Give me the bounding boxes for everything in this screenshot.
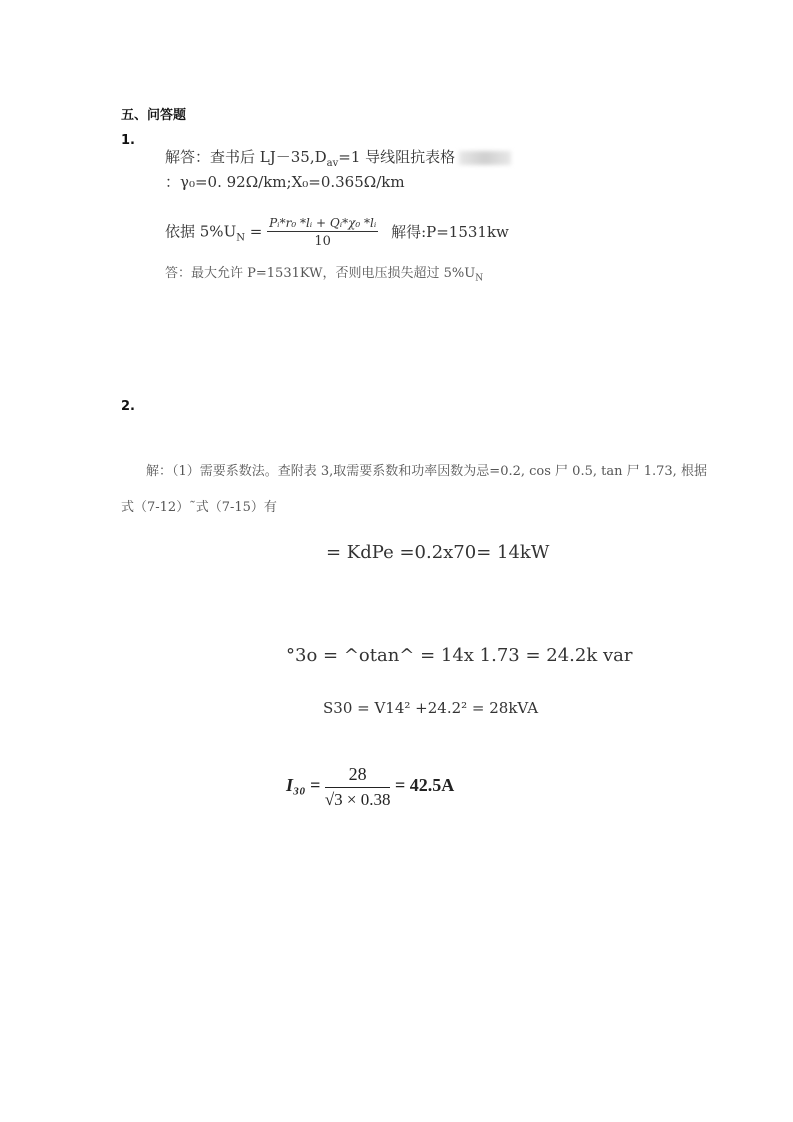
q1-fraction-numerator: Pᵢ*r₀ *lᵢ + Qᵢ*χ₀ *lᵢ [269,216,377,230]
q1-answer-sub: N [475,273,484,284]
q1-result: 解得:P=1531kw [391,222,509,241]
section-title: 五、问答题 [121,108,187,123]
equation-i30-rhs: = 42.5A [394,775,455,796]
redacted-smudge [459,151,511,165]
q1-answer-prefix: 答：最大允许 P=1531KW，否则电压损失超过 5%U [165,266,476,281]
q2-solution-line-2: 式（7-12）˜式（7-15）有 [121,500,277,515]
q1-answer [165,262,483,284]
equation-s30: S30 = V14² +24.2² = 28kVA [323,699,539,717]
equation-i30 [286,764,454,810]
q1-basis-prefix: 依据 5%U [165,222,237,241]
equation-i30-numerator: 28 [325,764,391,788]
q1-line-1-prefix: 解答：查书后 LJ－35,D [165,148,327,166]
q1-basis-line [165,216,509,249]
q2-solution-line-1: 解：（1）需要系数法。查附表 3,取需要系数和功率因数为忌=0.2, cos 尸 0.5, tan 尸 1.73, 根据 [146,464,707,479]
q1-fraction-denominator: 10 [314,234,331,249]
q1-line-1 [165,146,511,169]
equation-i30-denominator: √3 × 0.38 [324,790,391,809]
q1-line-1-suffix: =1 导线阻抗表格 [338,148,456,166]
question-1-number: 1. [121,133,135,148]
q1-basis-sub: N [236,232,245,244]
equation-p30: = KdPe =0.2x70= 14kW [326,542,550,563]
equation-i30-lhs: I₃₀ = [286,775,321,796]
equation-q30: °3o = ^otan^ = 14x 1.73 = 24.2k var [286,645,633,666]
q1-line-2: ：γ₀=0. 92Ω/km;X₀=0.365Ω/km [165,173,405,191]
q1-fraction [267,216,378,249]
q1-line-1-sub: av [326,158,339,169]
q1-basis-eq: = [244,222,263,241]
question-2-number: 2. [121,399,135,414]
equation-i30-fraction [325,764,391,810]
